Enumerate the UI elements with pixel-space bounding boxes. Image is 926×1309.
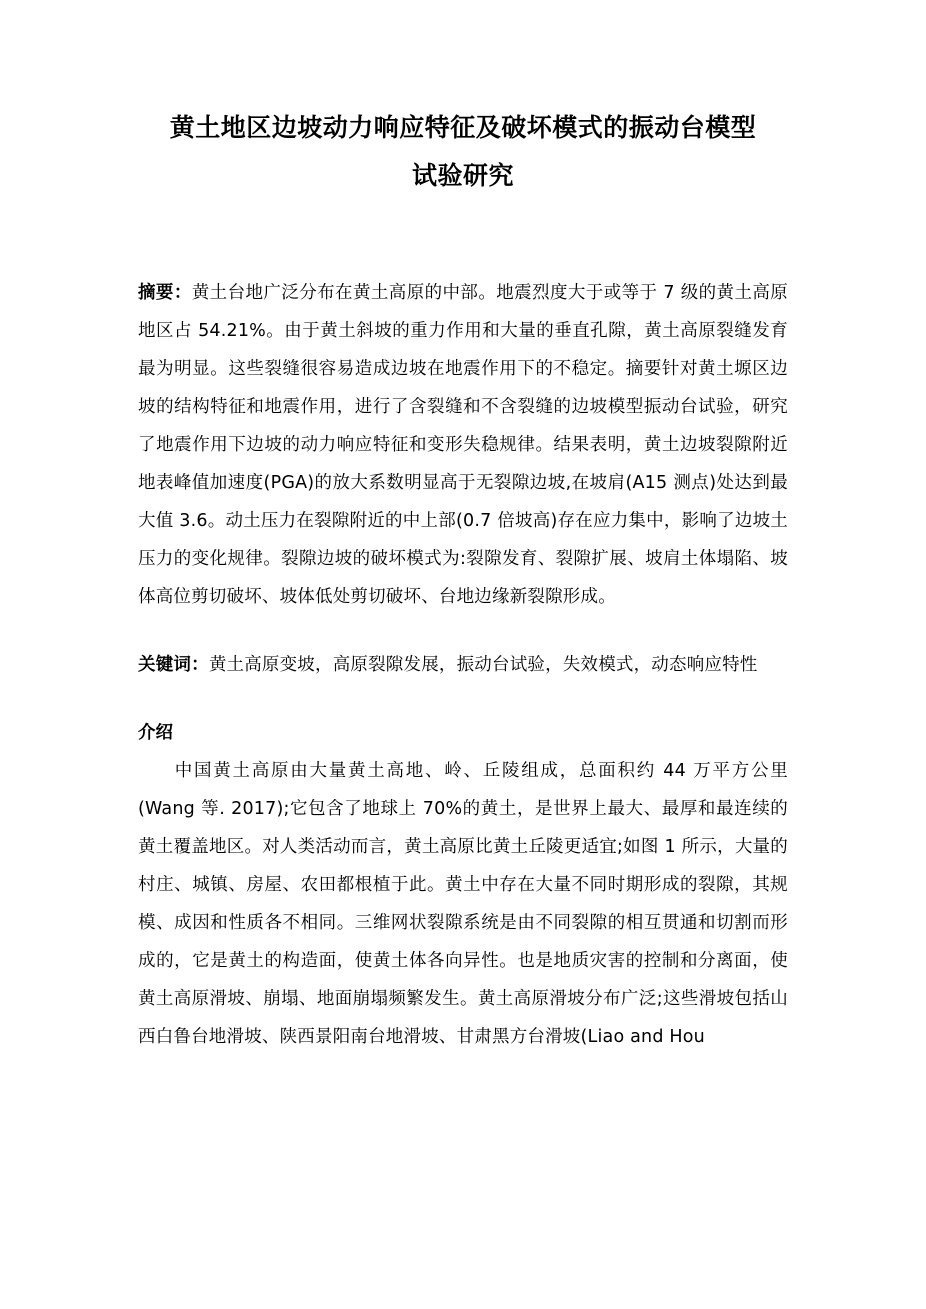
page-title (138, 104, 788, 200)
title-spacer (138, 200, 788, 274)
keywords-label: 关键词： (138, 655, 209, 675)
keywords-intro-spacer (138, 684, 788, 714)
introduction-heading: 介绍 (138, 723, 173, 743)
abstract-paragraph (138, 274, 788, 616)
title-line-2: 试验研究 (411, 161, 514, 190)
introduction-paragraph-1: 中国黄土高原由大量黄土高地、岭、丘陵组成，总面积约 44 万平方公里(Wang 等. 2017);它包含了地球上 70%的黄土，是世界上最大、最厚和最连续的黄土覆盖地区。对人类活动而言，黄土高原比黄土丘陵更适宜;如图 1 所示，大量的村庄、城镇、房屋、农田都根植于此。黄土中存在大量不同时期形成的裂隙，其规模、成因和性质各不相同。三维网状裂隙系统是由不同裂隙的相互贯通和切割而形成的，它是黄土的构造面，使黄土体各向异性。也是地质灾害的控制和分离面，使黄土高原滑坡、崩塌、地面崩塌频繁发生。黄土高原滑坡分布广泛;这些滑坡包括山西白鲁台地滑坡、陕西景阳南台地滑坡、甘肃黑方台滑坡(Liao and Hou (138, 761, 788, 1047)
keywords-paragraph (138, 646, 788, 684)
keywords-text: 黄土高原变坡，高原裂隙发展，振动台试验，失效模式，动态响应特性 (208, 655, 758, 675)
page-content (138, 104, 788, 1056)
abstract-keywords-spacer (138, 616, 788, 646)
title-line-1: 黄土地区边坡动力响应特征及破坏模式的振动台模型 (169, 113, 757, 142)
abstract-label: 摘要： (138, 283, 192, 303)
abstract-text: 黄土台地广泛分布在黄土高原的中部。地震烈度大于或等于 7 级的黄土高原地区占 54.21%。由于黄土斜坡的重力作用和大量的垂直孔隙，黄土高原裂缝发育最为明显。这些裂缝很容易造成边坡在地震作用下的不稳定。摘要针对黄土塬区边坡的结构特征和地震作用，进行了含裂缝和不含裂缝的边坡模型振动台试验，研究了地震作用下边坡的动力响应特征和变形失稳规律。结果表明，黄土边坡裂隙附近地表峰值加速度(PGA)的放大系数明显高于无裂隙边坡,在坡肩(A15 测点)处达到最大值 3.6。动土压力在裂隙附近的中上部(0.7 倍坡高)存在应力集中，影响了边坡土压力的变化规律。裂隙边坡的破坏模式为:裂隙发育、裂隙扩展、坡肩土体塌陷、坡体高位剪切破坏、坡体低处剪切破坏、台地边缘新裂隙形成。 (138, 283, 788, 607)
